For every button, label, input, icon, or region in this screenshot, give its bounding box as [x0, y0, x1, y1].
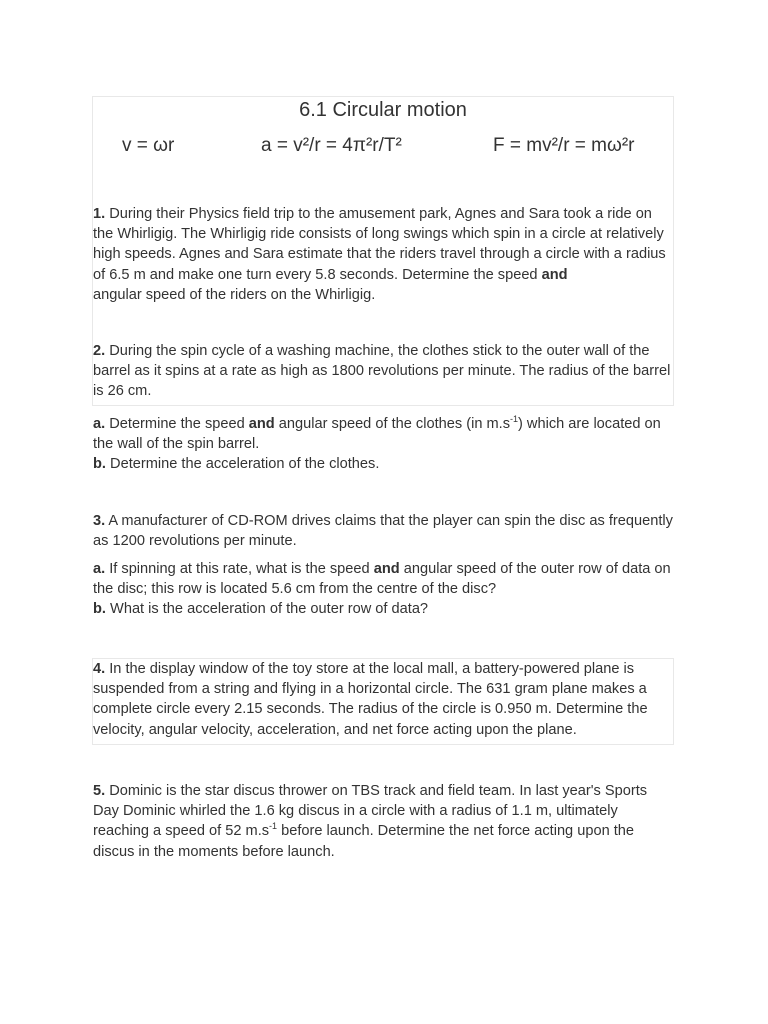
question-3a-label: a.: [93, 561, 106, 577]
question-3-parts: [93, 559, 675, 620]
formula-force: F = mv²/r = mω²r: [493, 135, 635, 156]
question-2a-superscript: -1: [510, 414, 519, 424]
question-4: [93, 659, 675, 740]
question-3a-text-1: If spinning at this rate, what is the speed: [109, 561, 370, 577]
question-3a-and: and: [373, 561, 400, 577]
question-3b-text: What is the acceleration of the outer row of data?: [110, 601, 429, 618]
question-2-number: 2.: [93, 343, 106, 359]
question-3-number: 3.: [93, 513, 106, 529]
question-5-text-1: Dominic is the star discus thrower on TBS track and field team. In last year's Sports Day Dominic whirled the 1.6 kg discus in a circle with a radius of 1.1 m, ultimately reaching a speed of 52 m.s: [93, 783, 648, 840]
question-5-text-2: before launch. Determine the net force acting upon the discus in the moments before launch.: [93, 823, 635, 860]
question-3: [93, 511, 675, 551]
question-2a-text-2: angular speed of the clothes (in m.s: [278, 416, 510, 432]
question-2a-and: and: [248, 416, 275, 432]
question-5-superscript: -1: [269, 821, 278, 832]
question-4-number: 4.: [93, 661, 106, 677]
question-2b-label: b.: [93, 456, 106, 473]
question-2a-text-1: Determine the speed: [109, 416, 245, 432]
question-5-number: 5.: [93, 783, 106, 799]
page-title: 6.1 Circular motion: [299, 99, 467, 121]
question-2a-label: a.: [93, 416, 106, 432]
question-2-parts: [93, 414, 675, 475]
question-3-text: A manufacturer of CD-ROM drives claims that the player can spin the disc as frequently as 1200 revolutions per minute.: [93, 513, 673, 550]
question-3a-text-2: angular speed of the outer row of data on the disc; this row is located 5.6 cm from the centre of the disc?: [93, 561, 671, 598]
question-1-text-a: During their Physics field trip to the amusement park, Agnes and Sara took a ride on the Whirligig. The Whirligig ride consists of long swings which spin in a circle at relatively high speeds. Agnes and Sara estimate that the riders travel through a circle with a radius of 6.5 m and make one turn every 5.8 seconds. Determine the speed: [93, 206, 666, 283]
formula-velocity: v = ωr: [122, 135, 175, 156]
question-1-number: 1.: [93, 206, 106, 222]
formula-acceleration: a = v²/r = 4π²r/T²: [261, 135, 402, 156]
question-4-text: In the display window of the toy store at the local mall, a battery-powered plane is suspended from a string and flying in a horizontal circle. The 631 gram plane makes a complete circle every 2.15 seconds. The radius of the circle is 0.950 m. Determine the velocity, angular velocity, acceleration, and net force acting upon the plane.: [93, 661, 648, 738]
question-1-text-b: angular speed of the riders on the Whirligig.: [93, 286, 376, 303]
question-1: [93, 204, 675, 305]
question-3b-label: b.: [93, 601, 106, 618]
question-2a-text-3: ) which are located on the wall of the spin barrel.: [93, 416, 661, 453]
question-2-text: During the spin cycle of a washing machine, the clothes stick to the outer wall of the barrel as it spins at a rate as high as 1800 revolutions per minute. The radius of the barrel is 26 cm.: [93, 343, 671, 400]
question-1-and: and: [541, 266, 568, 283]
question-2b-text: Determine the acceleration of the clothes.: [110, 456, 380, 473]
question-2: [93, 341, 675, 402]
question-5: [93, 781, 675, 862]
